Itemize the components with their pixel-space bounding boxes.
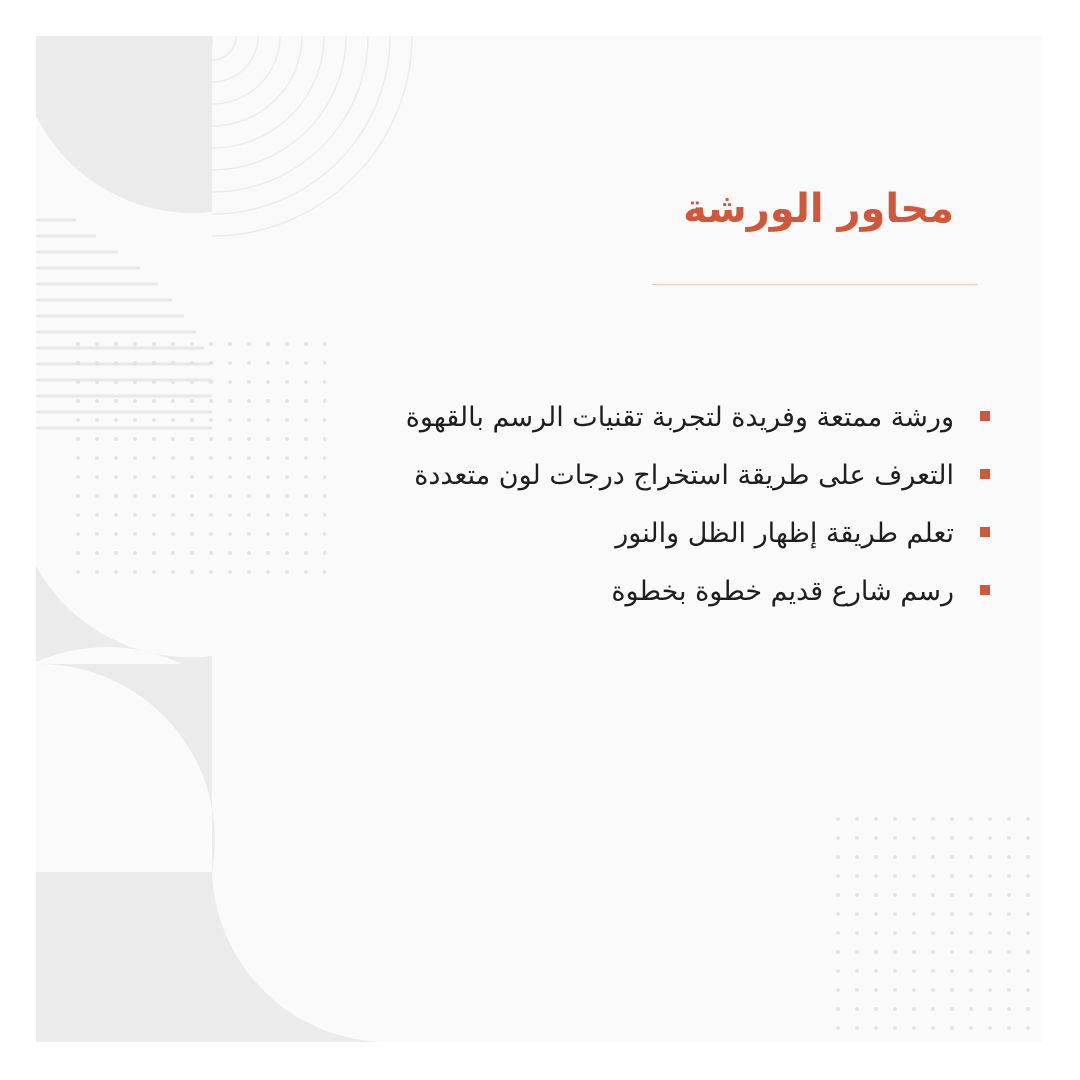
square-bullet-icon: [980, 411, 990, 421]
square-bullet-icon: [980, 469, 990, 479]
decor-shape-top: [36, 36, 212, 213]
list-item: [36, 388, 1042, 446]
decor-arcs: [212, 36, 412, 236]
square-bullet-icon: [980, 527, 990, 537]
slide-card: [36, 36, 1042, 1042]
square-bullet-icon: [980, 585, 990, 595]
decor-shape-bottom: [36, 872, 388, 1042]
list-item: [36, 562, 1042, 620]
workshop-points-list: [36, 388, 1042, 620]
list-item-text: تعلم طريقة إظهار الظل والنور: [615, 517, 954, 549]
decor-shape-lower: [36, 664, 215, 872]
list-item-text: التعرف على طريقة استخراج درجات لون متعددة: [414, 459, 954, 491]
list-item-text: رسم شارع قديم خطوة بخطوة: [611, 575, 954, 607]
list-item-text: ورشة ممتعة وفريدة لتجربة تقنيات الرسم بالقهوة: [405, 401, 954, 433]
title-divider: [652, 284, 978, 285]
page-title: محاور الورشة: [683, 186, 954, 232]
list-item: [36, 446, 1042, 504]
decor-dots-right: [836, 806, 1042, 1042]
list-item: [36, 504, 1042, 562]
